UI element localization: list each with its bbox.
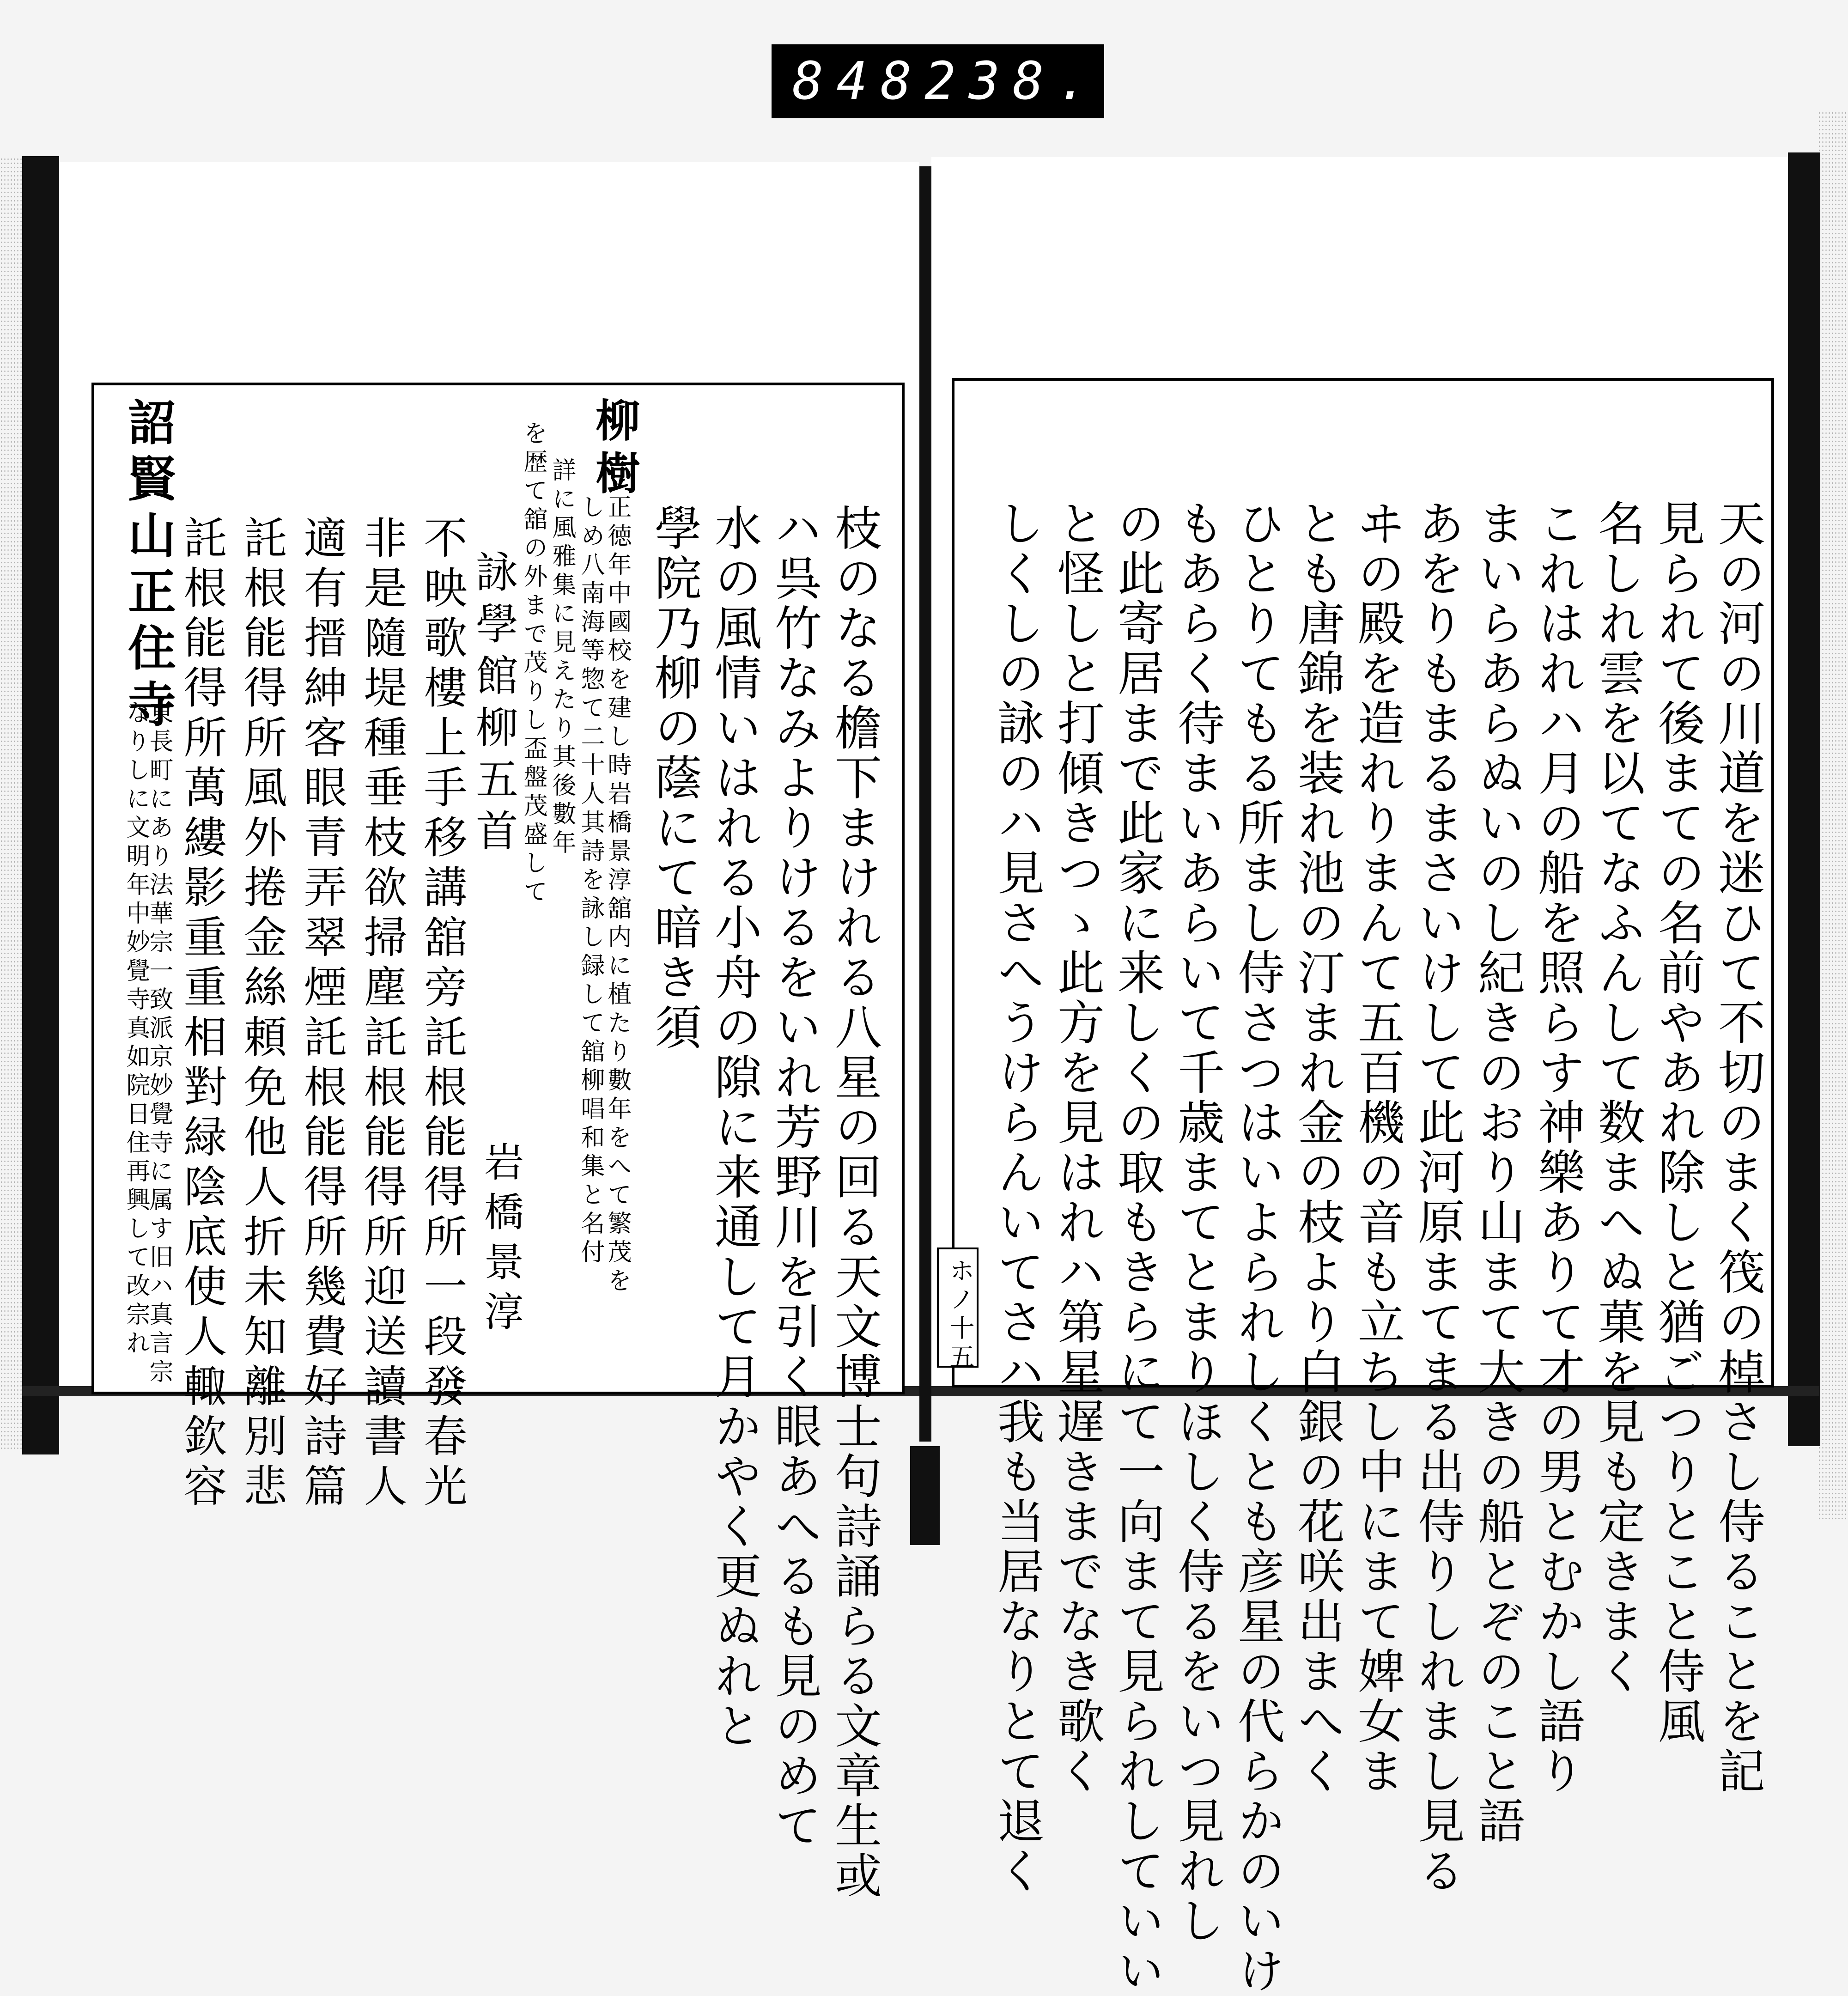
right-body-line: まいらあらぬいのし紀きのおり山まて大きの船とぞのこと語 [1470, 499, 1525, 1846]
book-cover-left [22, 156, 59, 1454]
willow-title: 柳樹 [589, 397, 641, 503]
right-body-line: もあらく待まいあらいて千歳まてとまりほしく侍るをいつ見れし [1170, 499, 1225, 1946]
right-body-line: これはれハ月の船を照らす神樂ありて才の男とむかし語り [1530, 499, 1585, 1796]
right-body-line: 名しれ雲を以てなふんして数まへぬ菓を見も定きまく [1590, 499, 1645, 1697]
poem-line: 非是隨堤種垂枝欲掃塵託根能得所迎送讀書人 [356, 515, 407, 1513]
right-body-line: ひとりてもる所まし侍さつはいよられしくとも彦星の代らかのいけ [1230, 499, 1285, 1996]
right-body-line: ヰの殿を造れりまんて五百機の音も立ちし中にまて婢女ま [1350, 499, 1405, 1796]
book-spine [919, 166, 931, 1442]
scan-noise-right [1818, 111, 1848, 1520]
right-body-line: の此寄居まで此家に来しくの取もきらにて一向まて見られしていい [1110, 499, 1165, 1996]
right-body-line: しくしの詠のハ見さへうけらんいてさハ我も当居なりとて退く [990, 499, 1045, 1896]
willow-note-line: 正徳年中國校を建し時岩橋景淳舘内に植たり數年をへて繁茂を [603, 494, 631, 1296]
poem-title: 詠學館柳五首 [469, 550, 518, 860]
poem-line: 適有搢紳客眼青弄翠煙託根能得所幾費好詩篇 [296, 515, 346, 1513]
willow-note-line: しめ八南海等惣て二十人其詩を詠し録して舘柳唱和集と名付 [577, 494, 604, 1268]
right-body-line: 見られて後まての名前やあれ除しと猶ごつりとこと侍風 [1650, 499, 1705, 1746]
right-body-line: とも唐錦を装れ池の汀まれ金の枝より白銀の花咲出まへく [1290, 499, 1345, 1796]
poem-line: 不映歌樓上手移講舘旁託根能得所一段發春光 [416, 515, 467, 1513]
temple-note-line-1: 東長町にあり法華宗一致派京妙覺寺に属す旧ハ真言宗 [145, 700, 173, 1387]
film-reel-left-number: 848 [792, 51, 925, 111]
willow-body-line: 水の風情いはれる小舟の隙に来通して月かやく更ぬれと [707, 504, 762, 1751]
willow-note-line: を歴て舘の外まで茂りし盃盤茂盛して [519, 420, 547, 907]
temple-title: 詔賢山正住寺 [120, 397, 176, 736]
poem-line: 託根能得所風外捲金絲頼免他人折未知離別悲 [236, 515, 286, 1513]
book-cover-right [1788, 152, 1820, 1446]
willow-body-line: ハ呉竹なみよりけるをいれ芳野川を引く眼あへるも見のめて [767, 504, 822, 1851]
film-reel-right-number: 238. [924, 51, 1101, 111]
willow-body-line: 學院乃柳の蔭にて暗き須 [647, 504, 702, 1053]
folio-label: ホノ十五 [946, 1258, 975, 1372]
poem-line: 託根能得所萬縷影重重相對緑陰底使人輙欽容 [176, 515, 226, 1513]
film-reel-label [772, 44, 1104, 118]
right-body-line: あをりもまるまさいけして此河原まてまる出侍りしれまし見る [1410, 499, 1465, 1896]
temple-note-line-2: なりしに文明年中妙覺寺真如院日住再興して改宗れ [122, 700, 150, 1359]
poet-name: 岩橋景淳 [477, 1141, 523, 1341]
spine-tab [910, 1446, 940, 1545]
willow-note-line: 詳に風雅集に見えたり其後數年 [548, 457, 576, 858]
willow-body-line: 枝のなる檐下まけれる八星の回る天文博士句詩誦らる文章生或 [827, 504, 882, 1901]
right-body-line: と怪しと打傾きつゝ此方を見はれハ第星遅きまでなき歌く [1050, 499, 1105, 1796]
right-body-line: 天の河の川道を迷ひて不切のまく筏の棹さし侍ることを記 [1710, 499, 1765, 1796]
